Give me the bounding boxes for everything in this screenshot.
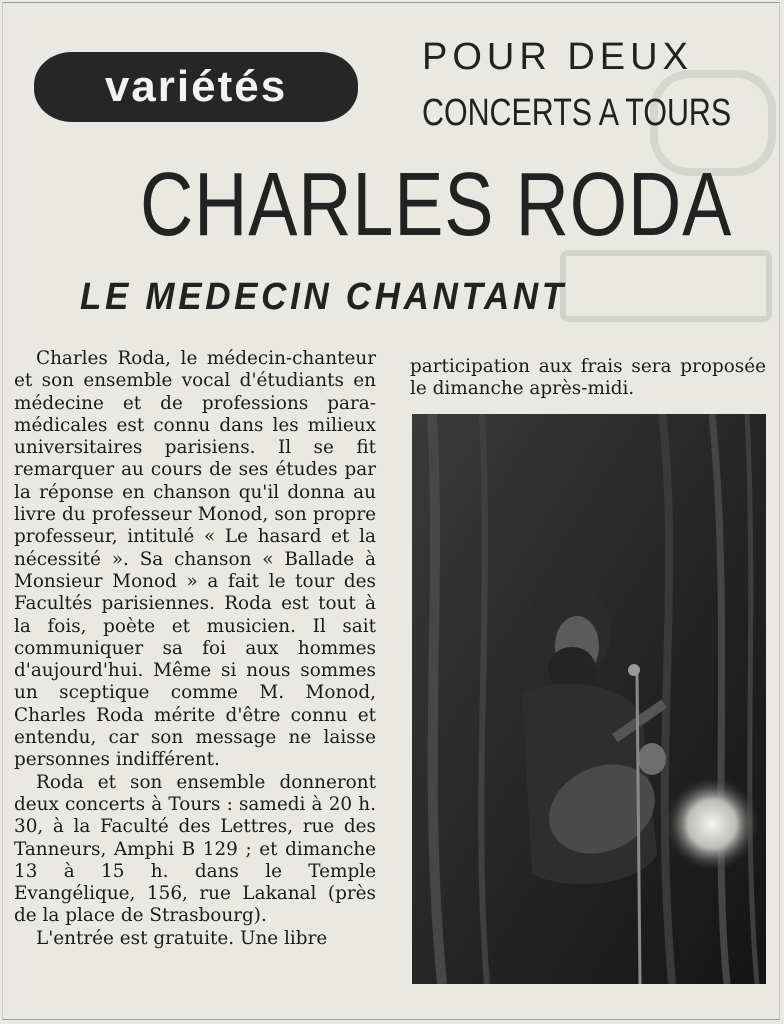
singer-with-guitar-image [412, 414, 766, 984]
concert-photo [412, 414, 766, 984]
kicker-line-1: POUR DEUX [422, 36, 693, 78]
article-paragraph: L'entrée est gratuite. Une libre [36, 927, 328, 949]
subheadline: LE MEDECIN CHANTANT [80, 276, 567, 318]
bleed-through-shape [560, 250, 772, 322]
headline: CHARLES RODA [140, 155, 733, 255]
article-column-left [14, 348, 376, 950]
article-column-right [410, 356, 766, 401]
article-continuation: participation aux frais sera proposée le dimanche après-midi. [410, 356, 766, 400]
section-label-badge [34, 52, 358, 122]
article-paragraph: Charles Roda, le médecin-chanteur et son ensemble vocal d'étudiants en médecine et de professions para-médicales est connu dans les milieux universitaires parisiens. Il se fit remarquer au cours de ses études par la réponse en chanson qu'il donna au livre du professeur Monod, son propre professeur, intitulé « Le hasard et la nécessité ». Sa chanson « Ballade à Monsieur Monod » a fait le tour des Facultés parisiennes. Roda est tout à la fois, poète et musicien. Il sait communiquer sa foi aux hommes d'aujourd'hui. Même si nous sommes un sceptique comme M. Monod, Charles Roda mérite d'être connu et entendu, car son message ne laisse personnes indifférent. [14, 348, 376, 771]
kicker-line-2: CONCERTS A TOURS [422, 92, 732, 134]
section-label: variétés [104, 62, 288, 111]
article-paragraph: Roda et son ensemble donneront deux concerts à Tours : samedi à 20 h. 30, à la Faculté des Lettres, rue des Tanneurs, Amphi B 129 ; et dimanche 13 à 15 h. dans le Temple Evangélique, 156, rue Lakanal (près de la place de Strasbourg). [14, 771, 376, 927]
